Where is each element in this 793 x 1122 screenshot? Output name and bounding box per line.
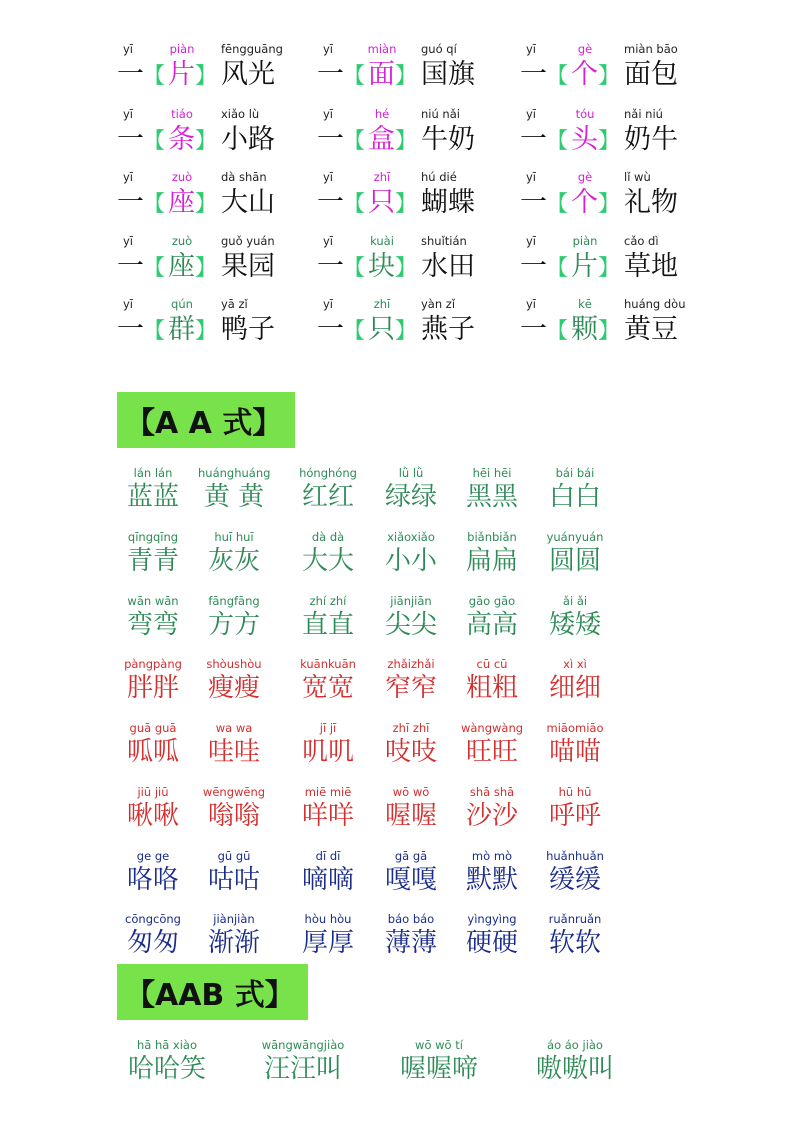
yi-char: 一 <box>317 59 344 90</box>
aa-pinyin: guā guā <box>129 721 177 735</box>
noun-pinyin: yā zǐ <box>221 297 248 311</box>
noun-word: 黄豆 <box>624 314 678 345</box>
aa-pinyin: gāo gāo <box>468 594 516 608</box>
aab-pinyin: wō wō tí <box>415 1038 463 1052</box>
aa-word: 硬硬 <box>465 928 518 958</box>
aab-word: 嗷嗷叫 <box>535 1054 614 1084</box>
bracket-close: 】 <box>395 319 418 344</box>
yi-pinyin: yī <box>323 297 334 311</box>
aa-word: 窄窄 <box>384 673 437 703</box>
aa-word: 直直 <box>301 610 354 640</box>
yi-pinyin: yī <box>526 42 537 56</box>
measure-word: 座 <box>168 187 195 218</box>
yi-char: 一 <box>317 251 344 282</box>
noun-pinyin: guǒ yuán <box>221 234 275 248</box>
yi-char: 一 <box>520 251 547 282</box>
aa-pinyin: zhǎizhǎi <box>387 657 435 671</box>
noun-pinyin: miàn bāo <box>624 42 678 56</box>
measure-word-pinyin: kē <box>578 297 592 311</box>
yi-pinyin: yī <box>123 42 134 56</box>
bracket-open: 【 <box>343 129 366 154</box>
aab-word: 哈哈笑 <box>127 1054 206 1084</box>
aa-pinyin: dī dī <box>315 849 341 863</box>
noun-pinyin: huáng dòu <box>624 297 686 311</box>
measure-word: 片 <box>168 59 195 90</box>
aa-word: 咩咩 <box>301 801 354 831</box>
measure-word-pinyin: kuài <box>370 234 394 248</box>
bracket-open: 【 <box>546 256 569 281</box>
yi-char: 一 <box>117 251 144 282</box>
bracket-close: 】 <box>598 64 621 89</box>
noun-pinyin: lǐ wù <box>624 170 651 184</box>
yi-char: 一 <box>317 314 344 345</box>
aa-word: 沙沙 <box>465 801 518 831</box>
measure-word-pinyin: gè <box>577 170 593 184</box>
bracket-close: 】 <box>598 129 621 154</box>
bracket-open: 【 <box>343 64 366 89</box>
bracket-close: 】 <box>395 256 418 281</box>
measure-word: 片 <box>571 251 598 282</box>
yi-pinyin: yī <box>323 234 334 248</box>
yi-char: 一 <box>117 59 144 90</box>
yi-pinyin: yī <box>123 107 134 121</box>
measure-word-pinyin: miàn <box>367 42 397 56</box>
aa-word: 扁扁 <box>465 546 518 576</box>
bracket-close: 】 <box>598 319 621 344</box>
noun-word: 草地 <box>624 251 678 282</box>
measure-word: 群 <box>168 314 195 345</box>
bracket-close: 】 <box>598 256 621 281</box>
measure-word: 面 <box>368 59 395 90</box>
yi-char: 一 <box>520 59 547 90</box>
measure-word: 个 <box>571 59 598 90</box>
bracket-open: 【 <box>546 319 569 344</box>
yi-pinyin: yī <box>526 234 537 248</box>
measure-word-pinyin: qún <box>171 297 193 311</box>
noun-word: 鸭子 <box>221 314 275 345</box>
measure-word: 头 <box>571 124 598 155</box>
noun-pinyin: nǎi niú <box>624 107 663 121</box>
measure-word-pinyin: tiáo <box>171 107 193 121</box>
yi-char: 一 <box>520 187 547 218</box>
aa-word: 旺旺 <box>465 737 518 767</box>
measure-word: 个 <box>571 187 598 218</box>
aa-pinyin: wō wō <box>392 785 430 799</box>
yi-char: 一 <box>117 187 144 218</box>
noun-pinyin: cǎo dì <box>624 234 659 248</box>
aa-pinyin: qīngqīng <box>127 530 179 544</box>
measure-word: 只 <box>368 314 395 345</box>
aa-word: 嘎嘎 <box>384 865 437 895</box>
bracket-close: 】 <box>195 319 218 344</box>
noun-word: 小路 <box>221 124 275 155</box>
aa-pinyin: hòu hòu <box>304 912 352 926</box>
measure-word: 只 <box>368 187 395 218</box>
aab-word: 汪汪叫 <box>263 1054 342 1084</box>
yi-pinyin: yī <box>323 42 334 56</box>
yi-pinyin: yī <box>526 170 537 184</box>
aa-pinyin: bái bái <box>555 466 595 480</box>
aa-word: 小小 <box>384 546 437 576</box>
bracket-close: 】 <box>195 129 218 154</box>
aa-word: 匆匆 <box>126 928 179 958</box>
aa-pinyin: lán lán <box>133 466 173 480</box>
noun-word: 果园 <box>221 251 275 282</box>
aa-section-banner <box>117 392 295 448</box>
aa-word: 弯弯 <box>126 610 179 640</box>
noun-pinyin: guó qí <box>421 42 457 56</box>
bracket-close: 】 <box>395 192 418 217</box>
measure-word: 条 <box>168 124 195 155</box>
aa-pinyin: zhī zhī <box>392 721 430 735</box>
aa-pinyin: shòushòu <box>206 657 262 671</box>
aa-pinyin: pàngpàng <box>124 657 182 671</box>
bracket-open: 【 <box>143 129 166 154</box>
bracket-close: 】 <box>395 129 418 154</box>
aab-section-banner <box>117 964 308 1020</box>
aa-word: 默默 <box>465 865 518 895</box>
noun-pinyin: hú dié <box>421 170 457 184</box>
measure-word-pinyin: zuò <box>171 170 193 184</box>
aa-word: 瘦瘦 <box>207 673 260 703</box>
aa-word: 嘀嘀 <box>301 865 354 895</box>
aa-pinyin: cū cū <box>476 657 508 671</box>
aa-pinyin: gā gā <box>394 849 428 863</box>
aa-word: 灰灰 <box>207 546 260 576</box>
aa-pinyin: wān wān <box>127 594 179 608</box>
measure-word-pinyin: gè <box>577 42 593 56</box>
yi-char: 一 <box>520 314 547 345</box>
aa-word: 啾啾 <box>126 801 179 831</box>
bracket-open: 【 <box>143 319 166 344</box>
aa-word: 薄薄 <box>384 928 437 958</box>
aa-word: 细细 <box>548 673 601 703</box>
aa-word: 喔喔 <box>384 801 437 831</box>
bracket-open: 【 <box>343 256 366 281</box>
aa-word: 黑黑 <box>465 482 518 512</box>
aa-pinyin: jiànjiàn <box>213 912 255 926</box>
noun-pinyin: shuǐtián <box>421 234 467 248</box>
yi-pinyin: yī <box>323 107 334 121</box>
aa-word: 黄 黄 <box>203 482 265 512</box>
aa-word: 喵喵 <box>548 737 601 767</box>
aa-word: 咕咕 <box>207 865 260 895</box>
measure-word-pinyin: zhī <box>373 170 391 184</box>
bracket-close: 】 <box>195 256 218 281</box>
aa-pinyin: wa wa <box>215 721 253 735</box>
aa-word: 呱呱 <box>126 737 179 767</box>
yi-pinyin: yī <box>123 297 134 311</box>
aa-word: 咯咯 <box>126 865 179 895</box>
aa-word: 厚厚 <box>301 928 354 958</box>
bracket-close: 】 <box>395 64 418 89</box>
measure-word: 颗 <box>571 314 598 345</box>
bracket-close: 】 <box>195 64 218 89</box>
yi-pinyin: yī <box>526 107 537 121</box>
noun-pinyin: yàn zǐ <box>421 297 456 311</box>
aab-section-title: 【AAB 式】 <box>125 978 295 1013</box>
yi-pinyin: yī <box>526 297 537 311</box>
aa-word: 软软 <box>548 928 601 958</box>
aab-pinyin: hā hā xiào <box>136 1038 198 1052</box>
aa-pinyin: miē miē <box>304 785 352 799</box>
bracket-open: 【 <box>343 319 366 344</box>
yi-char: 一 <box>520 124 547 155</box>
bracket-close: 】 <box>598 192 621 217</box>
yi-pinyin: yī <box>123 170 134 184</box>
noun-word: 燕子 <box>421 314 475 345</box>
noun-pinyin: xiǎo lù <box>221 107 260 121</box>
aa-pinyin: yuányuán <box>546 530 604 544</box>
measure-word-pinyin: piàn <box>572 234 598 248</box>
measure-word: 块 <box>368 251 395 282</box>
aa-pinyin: hēi hēi <box>472 466 512 480</box>
measure-word: 座 <box>168 251 195 282</box>
noun-word: 牛奶 <box>421 124 475 155</box>
yi-char: 一 <box>317 187 344 218</box>
measure-word-pinyin: piàn <box>169 42 195 56</box>
noun-word: 奶牛 <box>624 124 678 155</box>
bracket-open: 【 <box>143 192 166 217</box>
aab-pinyin: wāngwāngjiào <box>261 1038 345 1052</box>
yi-pinyin: yī <box>123 234 134 248</box>
aa-pinyin: hónghóng <box>299 466 357 480</box>
aa-pinyin: báo báo <box>387 912 435 926</box>
measure-word-pinyin: hé <box>374 107 390 121</box>
aa-pinyin: jiū jiū <box>137 785 169 799</box>
aa-pinyin: wàngwàng <box>460 721 524 735</box>
yi-char: 一 <box>117 314 144 345</box>
aa-word: 白白 <box>548 482 601 512</box>
aa-pinyin: dà dà <box>311 530 345 544</box>
measure-word-pinyin: zuò <box>171 234 193 248</box>
aa-word: 嗡嗡 <box>207 801 260 831</box>
aa-word: 蓝蓝 <box>126 482 179 512</box>
measure-word: 盒 <box>368 124 395 155</box>
aa-pinyin: xiǎoxiǎo <box>387 530 435 544</box>
aa-pinyin: shā shā <box>469 785 515 799</box>
yi-pinyin: yī <box>323 170 334 184</box>
aa-word: 粗粗 <box>465 673 518 703</box>
aa-word: 吱吱 <box>384 737 437 767</box>
noun-pinyin: fēngguāng <box>221 42 283 56</box>
aa-word: 叽叽 <box>301 737 354 767</box>
aa-pinyin: cōngcōng <box>125 912 181 926</box>
noun-word: 礼物 <box>624 187 678 218</box>
bracket-close: 】 <box>195 192 218 217</box>
aa-pinyin: hū hū <box>558 785 592 799</box>
aa-pinyin: kuānkuān <box>300 657 356 671</box>
aa-word: 圆圆 <box>548 546 601 576</box>
aa-pinyin: xì xì <box>563 657 587 671</box>
aa-word: 宽宽 <box>301 673 354 703</box>
noun-word: 国旗 <box>421 59 475 90</box>
aa-word: 绿绿 <box>384 482 437 512</box>
aa-word: 渐渐 <box>207 928 260 958</box>
aa-word: 红红 <box>301 482 354 512</box>
aa-word: 青青 <box>126 546 179 576</box>
aa-pinyin: ge ge <box>136 849 170 863</box>
aa-pinyin: huǎnhuǎn <box>546 849 604 863</box>
aa-section-title: 【A A 式】 <box>125 406 283 441</box>
aa-pinyin: fāngfāng <box>208 594 260 608</box>
aab-pinyin: áo áo jiào <box>547 1038 603 1052</box>
aa-pinyin: jiānjiān <box>390 594 432 608</box>
aa-pinyin: biǎnbiǎn <box>467 530 517 544</box>
noun-word: 风光 <box>221 59 275 90</box>
bracket-open: 【 <box>546 192 569 217</box>
noun-pinyin: dà shān <box>221 170 267 184</box>
aa-word: 哇哇 <box>207 737 260 767</box>
bracket-open: 【 <box>143 64 166 89</box>
bracket-open: 【 <box>343 192 366 217</box>
aa-pinyin: jī jī <box>319 721 337 735</box>
yi-char: 一 <box>117 124 144 155</box>
bracket-open: 【 <box>546 129 569 154</box>
aa-pinyin: lǜ lǜ <box>398 466 424 480</box>
noun-word: 面包 <box>624 59 678 90</box>
aa-pinyin: ǎi ǎi <box>562 594 588 608</box>
aa-pinyin: huī huī <box>214 530 254 544</box>
aa-word: 胖胖 <box>126 673 179 703</box>
yi-char: 一 <box>317 124 344 155</box>
noun-word: 水田 <box>421 251 475 282</box>
noun-pinyin: niú nǎi <box>421 107 460 121</box>
aa-pinyin: huánghuáng <box>198 466 271 480</box>
aa-pinyin: yìngyìng <box>467 912 517 926</box>
bracket-open: 【 <box>546 64 569 89</box>
aa-word: 缓缓 <box>548 865 601 895</box>
aa-pinyin: mò mò <box>471 849 513 863</box>
measure-word-pinyin: zhī <box>373 297 391 311</box>
aa-pinyin: gū gū <box>217 849 251 863</box>
aab-word: 喔喔啼 <box>399 1054 478 1084</box>
aa-word: 尖尖 <box>384 610 437 640</box>
bracket-open: 【 <box>143 256 166 281</box>
aa-word: 大大 <box>301 546 354 576</box>
aa-pinyin: miāomiāo <box>546 721 604 735</box>
aa-word: 矮矮 <box>548 610 601 640</box>
noun-word: 蝴蝶 <box>421 187 475 218</box>
aa-pinyin: zhí zhí <box>309 594 347 608</box>
aa-word: 高高 <box>465 610 518 640</box>
aa-pinyin: wēngwēng <box>202 785 266 799</box>
aa-pinyin: ruǎnruǎn <box>548 912 602 926</box>
aa-word: 方方 <box>207 610 260 640</box>
noun-word: 大山 <box>221 187 275 218</box>
measure-word-pinyin: tóu <box>575 107 595 121</box>
aa-word: 呼呼 <box>548 801 601 831</box>
